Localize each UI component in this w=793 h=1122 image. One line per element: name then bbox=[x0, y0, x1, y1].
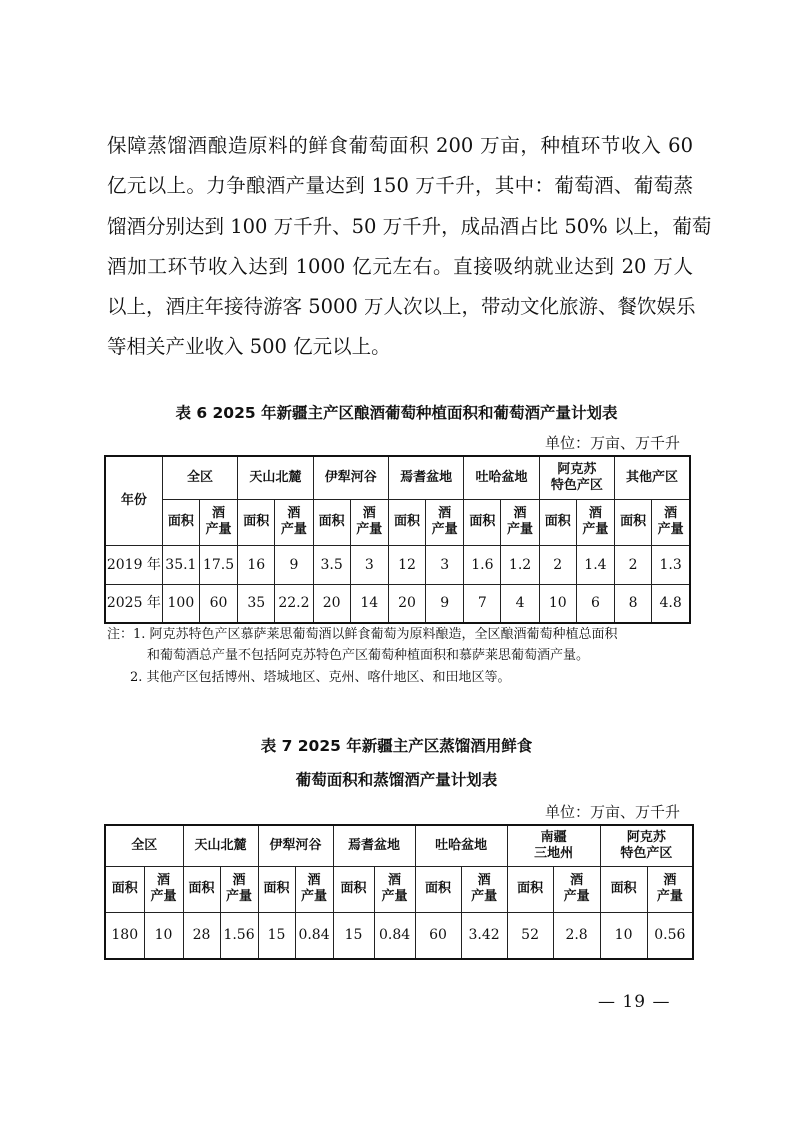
output-subheader bbox=[652, 499, 690, 545]
header-line: 酒 bbox=[588, 506, 602, 521]
output-subheader bbox=[576, 499, 614, 545]
table7 bbox=[104, 824, 694, 960]
header-line: 阿克苏 bbox=[626, 829, 666, 845]
value-cell: 0.84 bbox=[295, 912, 333, 959]
header-line: 产量 bbox=[431, 522, 458, 537]
page-number: — 19 — bbox=[598, 992, 671, 1012]
area-subheader: 面积 bbox=[183, 866, 220, 912]
area-subheader: 面积 bbox=[313, 499, 350, 545]
value-cell: 1.4 bbox=[576, 545, 614, 584]
value-cell: 17.5 bbox=[199, 545, 237, 584]
output-subheader bbox=[350, 499, 388, 545]
region-header bbox=[258, 825, 333, 866]
header-line: 酒 bbox=[362, 506, 376, 521]
header-line: 全区 bbox=[186, 469, 213, 485]
value-cell: 0.56 bbox=[647, 912, 693, 959]
value-cell: 4.8 bbox=[652, 584, 690, 623]
area-subheader: 面积 bbox=[464, 499, 501, 545]
header-line: 南疆 bbox=[540, 829, 567, 845]
value-cell: 1.2 bbox=[501, 545, 539, 584]
paragraph-line: 酒加工环节收入达到 1000 亿元左右。直接吸纳就业达到 20 万人 bbox=[107, 254, 693, 278]
header-line: 其他产区 bbox=[626, 469, 679, 485]
value-cell: 2 bbox=[615, 545, 652, 584]
output-subheader bbox=[199, 499, 237, 545]
value-cell: 20 bbox=[313, 584, 350, 623]
value-cell: 60 bbox=[415, 912, 461, 959]
header-line: 特色产区 bbox=[550, 477, 603, 493]
value-cell: 60 bbox=[199, 584, 237, 623]
area-subheader: 面积 bbox=[333, 866, 374, 912]
output-subheader bbox=[553, 866, 600, 912]
header-line: 酒 bbox=[157, 873, 171, 888]
header-line: 酒 bbox=[388, 873, 402, 888]
header-line: 产量 bbox=[507, 522, 534, 537]
value-cell: 28 bbox=[183, 912, 220, 959]
value-cell: 3 bbox=[350, 545, 388, 584]
header-line: 焉耆盆地 bbox=[348, 837, 401, 853]
value-cell: 15 bbox=[258, 912, 295, 959]
header-line: 产量 bbox=[356, 522, 383, 537]
value-cell: 8 bbox=[615, 584, 652, 623]
header-line: 产量 bbox=[471, 889, 498, 904]
header-line: 产量 bbox=[563, 889, 590, 904]
header-line: 阿克苏 bbox=[557, 461, 597, 477]
area-subheader: 面积 bbox=[600, 866, 647, 912]
value-cell: 22.2 bbox=[275, 584, 313, 623]
header-line: 酒 bbox=[212, 506, 226, 521]
table7-title-line2: 葡萄面积和蒸馏酒产量计划表 bbox=[295, 771, 498, 789]
table7-title-line1: 表 7 2025 年新疆主产区蒸馏酒用鲜食 bbox=[260, 737, 533, 755]
area-subheader: 面积 bbox=[258, 866, 295, 912]
output-subheader bbox=[647, 866, 693, 912]
value-cell: 7 bbox=[464, 584, 501, 623]
header-line: 产量 bbox=[150, 889, 177, 904]
paragraph-line: 保障蒸馏酒酿造原料的鲜食葡萄面积 200 万亩，种植环节收入 60 bbox=[107, 134, 693, 157]
header-line: 酒 bbox=[570, 873, 584, 888]
region-header bbox=[238, 456, 313, 499]
header-line: 产量 bbox=[280, 522, 307, 537]
output-subheader bbox=[461, 866, 507, 912]
paragraph-line: 等相关产业收入 500 亿元以上。 bbox=[107, 335, 391, 359]
table6-unit: 单位：万亩、万千升 bbox=[545, 434, 681, 452]
area-subheader: 面积 bbox=[615, 499, 652, 545]
region-header bbox=[415, 825, 507, 866]
header-line: 吐哈盆地 bbox=[475, 469, 528, 485]
value-cell: 3.5 bbox=[313, 545, 350, 584]
output-subheader bbox=[144, 866, 183, 912]
output-subheader bbox=[220, 866, 258, 912]
body-paragraph bbox=[107, 126, 712, 368]
header-line: 产量 bbox=[205, 522, 232, 537]
header-line: 酒 bbox=[287, 506, 301, 521]
value-cell: 10 bbox=[144, 912, 183, 959]
paragraph-line: 馏酒分别达到 100 万千升、50 万千升，成品酒占比 50% 以上，葡萄 bbox=[107, 214, 712, 238]
value-cell: 9 bbox=[426, 584, 464, 623]
value-cell: 14 bbox=[350, 584, 388, 623]
region-header bbox=[507, 825, 600, 866]
output-subheader bbox=[501, 499, 539, 545]
value-cell: 4 bbox=[501, 584, 539, 623]
value-cell: 2 bbox=[539, 545, 576, 584]
value-cell: 1.6 bbox=[464, 545, 501, 584]
header-line: 伊犁河谷 bbox=[324, 469, 377, 485]
region-header bbox=[183, 825, 258, 866]
value-cell: 1.56 bbox=[220, 912, 258, 959]
header-line: 伊犁河谷 bbox=[269, 837, 322, 853]
value-cell: 0.84 bbox=[374, 912, 415, 959]
header-line: 天山北麓 bbox=[249, 469, 302, 485]
region-header bbox=[600, 825, 693, 866]
value-cell: 15 bbox=[333, 912, 374, 959]
output-subheader bbox=[295, 866, 333, 912]
value-cell: 35 bbox=[238, 584, 275, 623]
value-cell: 3.42 bbox=[461, 912, 507, 959]
area-subheader: 面积 bbox=[415, 866, 461, 912]
value-cell: 2.8 bbox=[553, 912, 600, 959]
value-cell: 16 bbox=[238, 545, 275, 584]
output-subheader bbox=[426, 499, 464, 545]
year-cell: 2019 年 bbox=[105, 545, 162, 584]
value-cell: 9 bbox=[275, 545, 313, 584]
value-cell: 1.3 bbox=[652, 545, 690, 584]
value-cell: 3 bbox=[426, 545, 464, 584]
header-line: 酒 bbox=[477, 873, 491, 888]
header-line: 产量 bbox=[226, 889, 253, 904]
area-subheader: 面积 bbox=[162, 499, 199, 545]
area-subheader: 面积 bbox=[105, 866, 144, 912]
header-line: 三地州 bbox=[534, 845, 574, 861]
table-row bbox=[105, 545, 690, 584]
value-cell: 10 bbox=[600, 912, 647, 959]
header-line: 天山北麓 bbox=[194, 837, 247, 853]
year-cell: 2025 年 bbox=[105, 584, 162, 623]
output-subheader bbox=[374, 866, 415, 912]
value-cell: 20 bbox=[388, 584, 425, 623]
area-subheader: 面积 bbox=[539, 499, 576, 545]
output-subheader bbox=[275, 499, 313, 545]
header-line: 吐哈盆地 bbox=[435, 837, 488, 853]
region-header bbox=[313, 456, 388, 499]
value-cell: 100 bbox=[162, 584, 199, 623]
header-line: 产量 bbox=[657, 522, 684, 537]
table6-note-1-cont: 和葡萄酒总产量不包括阿克苏特色产区葡萄种植面积和慕萨莱思葡萄酒产量。 bbox=[147, 648, 590, 663]
header-line: 全区 bbox=[131, 837, 158, 853]
header-line: 产量 bbox=[656, 889, 683, 904]
region-header bbox=[162, 456, 237, 499]
header-line: 酒 bbox=[438, 506, 452, 521]
region-header bbox=[105, 825, 183, 866]
area-subheader: 面积 bbox=[507, 866, 553, 912]
header-line: 酒 bbox=[664, 506, 678, 521]
table6-note-1: 注：1. 阿克苏特色产区慕萨莱思葡萄酒以鲜食葡萄为原料酿造，全区酿酒葡萄种植总面积 bbox=[107, 627, 618, 642]
paragraph-line: 亿元以上。力争酿酒产量达到 150 万千升，其中：葡萄酒、葡萄蒸 bbox=[107, 174, 693, 198]
header-line: 酒 bbox=[307, 873, 321, 888]
region-header bbox=[615, 456, 690, 499]
header-line: 产量 bbox=[301, 889, 328, 904]
table6 bbox=[104, 455, 691, 624]
value-cell: 10 bbox=[539, 584, 576, 623]
area-subheader: 面积 bbox=[388, 499, 425, 545]
region-header bbox=[388, 456, 463, 499]
value-cell: 12 bbox=[388, 545, 425, 584]
region-header bbox=[539, 456, 614, 499]
header-line: 酒 bbox=[232, 873, 246, 888]
region-header bbox=[464, 456, 539, 499]
header-line: 特色产区 bbox=[620, 845, 673, 861]
value-cell: 6 bbox=[576, 584, 614, 623]
table6-title: 表 6 2025 年新疆主产区酿酒葡萄种植面积和葡萄酒产量计划表 bbox=[175, 404, 618, 422]
table6-note-2: 2. 其他产区包括博州、塔城地区、克州、喀什地区、和田地区等。 bbox=[130, 670, 511, 685]
area-subheader: 面积 bbox=[238, 499, 275, 545]
table-row bbox=[105, 584, 690, 623]
header-line: 焉耆盆地 bbox=[400, 469, 453, 485]
value-cell: 35.1 bbox=[162, 545, 199, 584]
region-header bbox=[333, 825, 415, 866]
paragraph-line: 以上，酒庄年接待游客 5000 万人次以上，带动文化旅游、餐饮娱乐 bbox=[107, 295, 696, 319]
header-line: 酒 bbox=[663, 873, 677, 888]
value-cell: 180 bbox=[105, 912, 144, 959]
value-cell: 52 bbox=[507, 912, 553, 959]
header-line: 产量 bbox=[582, 522, 609, 537]
header-line: 酒 bbox=[513, 506, 527, 521]
table7-unit: 单位：万亩、万千升 bbox=[545, 803, 681, 821]
year-header: 年份 bbox=[105, 456, 162, 545]
header-line: 产量 bbox=[381, 889, 408, 904]
